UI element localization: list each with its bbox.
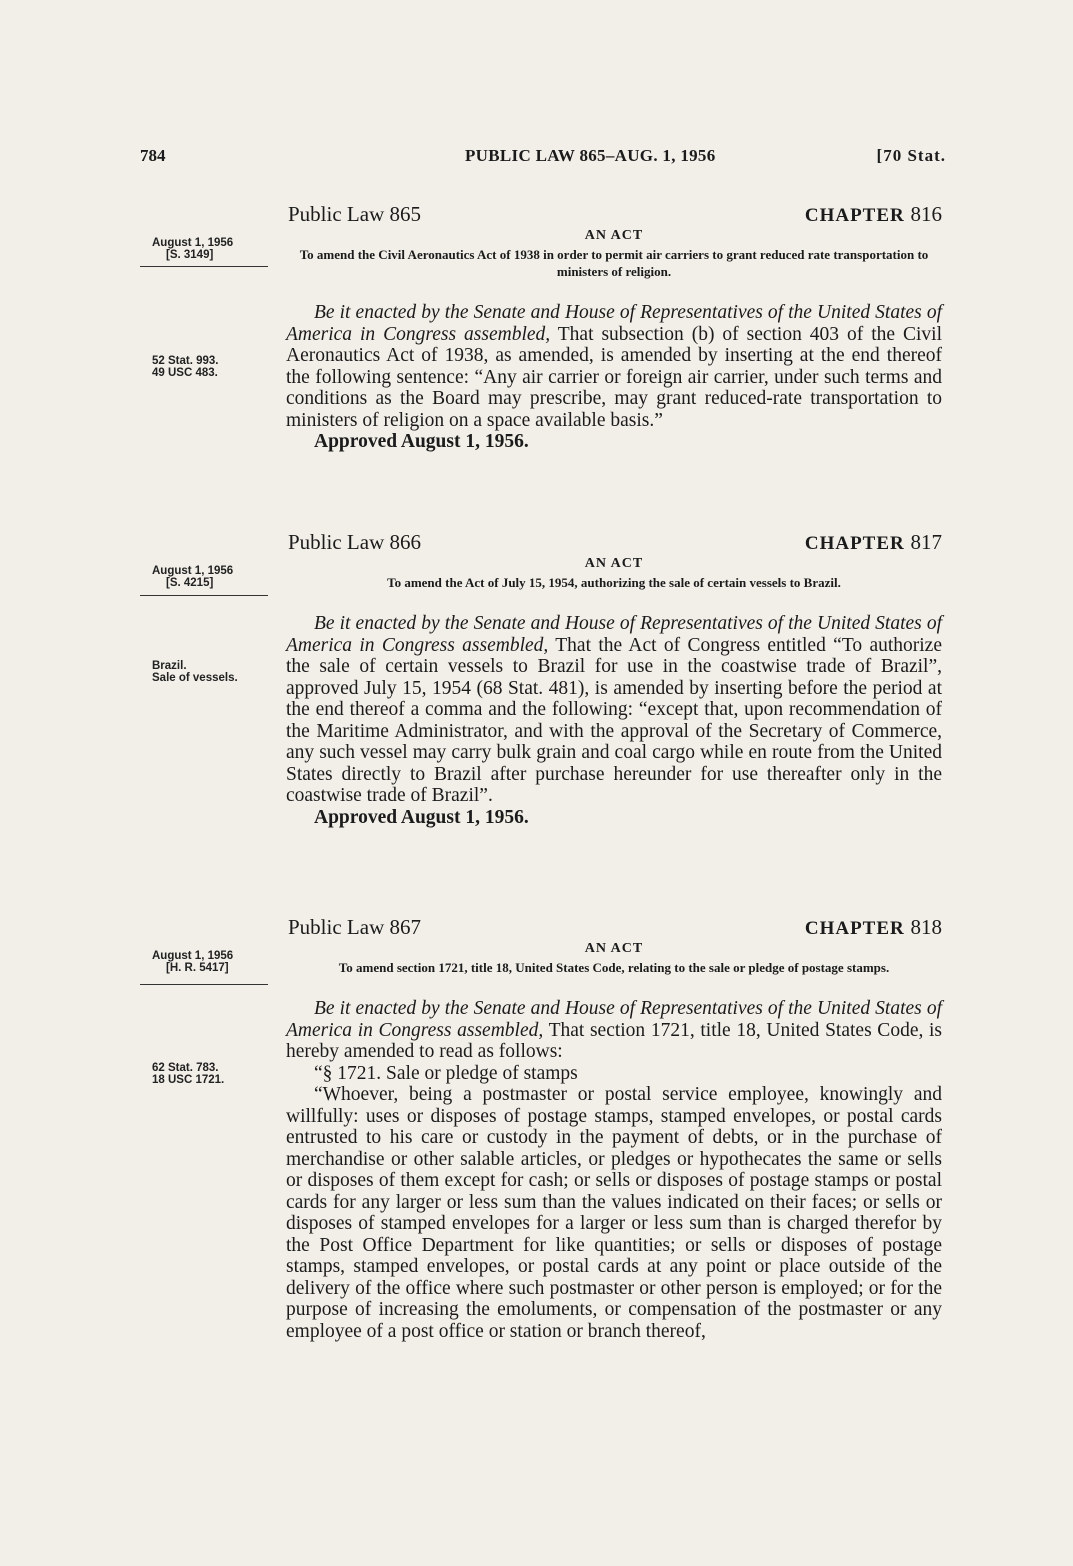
law-heading bbox=[286, 915, 942, 939]
act-text: That section 1721, title 18, United States Code, is hereby amended to read as follows: bbox=[286, 1019, 942, 1062]
act-title: To amend section 1721, title 18, United States Code, relating to the sale or pledge of postage stamps. bbox=[338, 960, 890, 975]
page-number: 784 bbox=[140, 146, 166, 165]
margin-rule bbox=[140, 266, 268, 267]
margin-note: 62 Stat. 783. bbox=[152, 1062, 219, 1074]
law-867 bbox=[286, 915, 942, 1342]
margin-date-bill bbox=[152, 565, 233, 589]
an-act: AN ACT bbox=[584, 941, 644, 956]
chapter-label: CHAPTER bbox=[804, 533, 905, 554]
chapter-number: 816 bbox=[910, 202, 942, 226]
act-body bbox=[286, 613, 942, 807]
chapter-label: CHAPTER bbox=[804, 205, 905, 226]
margin-date-bill bbox=[152, 237, 233, 261]
margin-rule bbox=[140, 595, 268, 596]
law-865 bbox=[286, 202, 942, 453]
public-law-number: Public Law 866 bbox=[288, 530, 421, 554]
approval-date: Approved August 1, 1956. bbox=[314, 431, 529, 452]
chapter-number: 817 bbox=[910, 530, 942, 554]
public-law-number: Public Law 867 bbox=[288, 915, 421, 939]
margin-bill: [S. 3149] bbox=[166, 249, 214, 261]
margin-date-bill bbox=[152, 950, 233, 974]
chapter-number: 818 bbox=[910, 915, 942, 939]
act-body bbox=[286, 302, 942, 431]
margin-bill: [S. 4215] bbox=[166, 577, 214, 589]
margin-date: August 1, 1956 bbox=[152, 565, 234, 577]
an-act: AN ACT bbox=[584, 556, 644, 571]
act-text: That the Act of Congress entitled “To authorize the sale of certain vessels to Brazil for use in the coastwise trade of Brazil”, approved July 15, 1954 (68 Stat. 481), is amended by inserting before the period at the end thereof a comma and the following: “except that, upon recommendation of the Maritime Administrator, and with the approval of the Secretary of Commerce, any such vessel may carry bulk grain and coal cargo while en route from the United States directly to Brazil after purchase hereunder for use thereafter only in the coastwise trade of Brazil”. bbox=[286, 634, 942, 806]
chapter bbox=[805, 202, 942, 227]
margin-date: August 1, 1956 bbox=[152, 950, 234, 962]
margin-citation bbox=[152, 355, 218, 379]
approval-date: Approved August 1, 1956. bbox=[314, 806, 529, 828]
act-text: That subsection (b) of section 403 of the Civil Aeronautics Act of 1938, as amended, is amended by inserting at the end thereof the following sentence: “Any air carrier or foreign air carrier, under such terms and conditions as the Board may prescribe, may grant reduced-rate transportation to ministers of religion on a space available basis.” bbox=[286, 323, 942, 431]
chapter-label: CHAPTER bbox=[804, 918, 905, 939]
an-act: AN ACT bbox=[584, 228, 644, 243]
margin-note: 18 USC 1721. bbox=[152, 1074, 225, 1086]
margin-date: August 1, 1956 bbox=[152, 237, 234, 249]
act-body bbox=[286, 998, 942, 1342]
running-head: PUBLIC LAW 865–AUG. 1, 1956 bbox=[465, 146, 716, 165]
margin-note: 52 Stat. 993. bbox=[152, 355, 219, 367]
margin-citation bbox=[152, 1062, 224, 1086]
margin-note: Brazil. bbox=[152, 660, 187, 672]
margin-note: Sale of vessels. bbox=[152, 672, 238, 684]
volume-reference: [70 Stat. bbox=[876, 146, 946, 165]
section-heading: “§ 1721. Sale or pledge of stamps bbox=[314, 1062, 578, 1084]
enacting-clause: Be it enacted by the Senate and House of Representatives of the United States of America in Congress assembled, bbox=[286, 998, 942, 1041]
law-heading bbox=[286, 202, 942, 226]
margin-rule bbox=[140, 984, 268, 985]
margin-bill: [H. R. 5417] bbox=[166, 962, 229, 974]
chapter bbox=[805, 915, 942, 940]
page-header bbox=[140, 146, 946, 172]
law-866 bbox=[286, 530, 942, 829]
act-title: To amend the Civil Aeronautics Act of 1938 in order to permit air carriers to grant reduced rate transportation to ministers of religion. bbox=[299, 247, 929, 279]
margin-note: 49 USC 483. bbox=[152, 367, 218, 379]
act-title: To amend the Act of July 15, 1954, authorizing the sale of certain vessels to Brazil. bbox=[387, 575, 841, 590]
law-heading bbox=[286, 530, 942, 554]
enacting-clause: Be it enacted by the Senate and House of Representatives of the United States of America in Congress assembled, bbox=[286, 613, 942, 656]
chapter bbox=[805, 530, 942, 555]
quoted-section-text: “Whoever, being a postmaster or postal service employee, knowingly and willfully: uses or disposes of postage stamps, stamped envelopes, or postal cards entrusted to his care or custody in the payment of debts, or in the purchase of merchandise or other salable articles, or pledges or hypothecates the same or sells or disposes of them except for cash; or sells or disposes of postage stamps or postal cards for any larger or less sum than the values indicated on their faces; or sells or disposes of stamped envelopes for a larger or less sum than is charged therefor by the Post Office Department for like quantities; or sells or disposes of postage stamps, stamped envelopes, or postal cards at any point or place outside of the delivery of the office where such postmaster or other person is employed; or for the purpose of increasing the emoluments, or compensation of the postmaster or any employee of a post office or station or branch thereof, bbox=[286, 1084, 942, 1342]
public-law-number: Public Law 865 bbox=[288, 202, 421, 226]
margin-subject bbox=[152, 660, 238, 684]
enacting-clause: Be it enacted by the Senate and House of Representatives of the United States of America in Congress assembled, bbox=[286, 302, 942, 345]
